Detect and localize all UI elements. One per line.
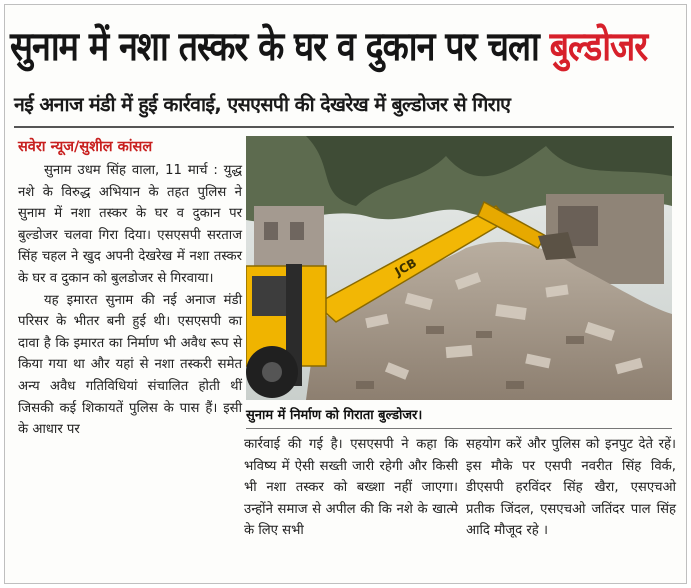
caption-divider <box>246 428 672 429</box>
article-column-1 <box>18 160 242 576</box>
column-1-paragraph-1: सुनाम उधम सिंह वाला, 11 मार्च : युद्ध नशे के विरुद्ध अभियान के तहत पुलिस ने सुनाम में नशा तस्कर के घर व दुकान पर बुल्डोजर चलवा गिरा दिया। एसएसपी सरताज सिंह चहल ने खुद अपनी देखरेख में नशा तस्कर के घर व दुकान को बुलडोजर से गिरवाया। <box>18 163 242 286</box>
article-headline <box>10 8 680 86</box>
bulldozer-demolition-image <box>246 136 672 400</box>
column-2-paragraph-1: कार्रवाई की गई है। एसएसपी ने कहा कि भविष्य में ऐसी सख्ती जारी रहेगी और किसी भी नशा तस्कर को बख्शा नहीं जाएगा। उन्होंने समाज से अपील की कि नशे के खात्मे के लिए सभी <box>244 437 458 539</box>
article-column-3 <box>466 434 676 576</box>
headline-divider <box>14 126 674 128</box>
article-column-2 <box>244 434 458 576</box>
photo-vehicle-label: JCB <box>392 255 419 279</box>
article-byline: सवेरा न्यूज/सुशील कांसल <box>18 139 153 155</box>
column-1-paragraph-2: यह इमारत सुनाम की नई अनाज मंडी परिसर के भीतर बनी हुई थी। एसएसपी का दावा है कि इमारत का निर्माण भी अवैध रूप से किया गया था और यहां से नशा तस्करी समेत अन्य अवैध गतिविधियां संचालित होती थीं जिसकी कई शिकायतें पुलिस के पास हैं। इसी के आधार पर <box>18 292 242 438</box>
article-photo <box>246 136 672 400</box>
photo-caption: सुनाम में निर्माण को गिराता बुल्डोजर। <box>246 408 423 423</box>
headline-highlight-text: बुल्डोजर <box>549 23 648 71</box>
headline-main-text: सुनाम में नशा तस्कर के घर व दुकान पर चला <box>10 23 550 71</box>
article-subheadline: नई अनाज मंडी में हुई कार्रवाई, एसएसपी की देखरेख में बुल्डोजर से गिराए <box>14 93 511 116</box>
column-3-paragraph-1: सहयोग करें और पुलिस को इनपुट देते रहें। इस मौके पर एसपी नवरीत सिंह विर्क, डीएसपी हरविंदर सिंह खैरा, एसएचओ प्रतीक जिंदल, एसएचओ जतिंदर पाल सिंह आदि मौजूद रहे । <box>466 437 676 539</box>
